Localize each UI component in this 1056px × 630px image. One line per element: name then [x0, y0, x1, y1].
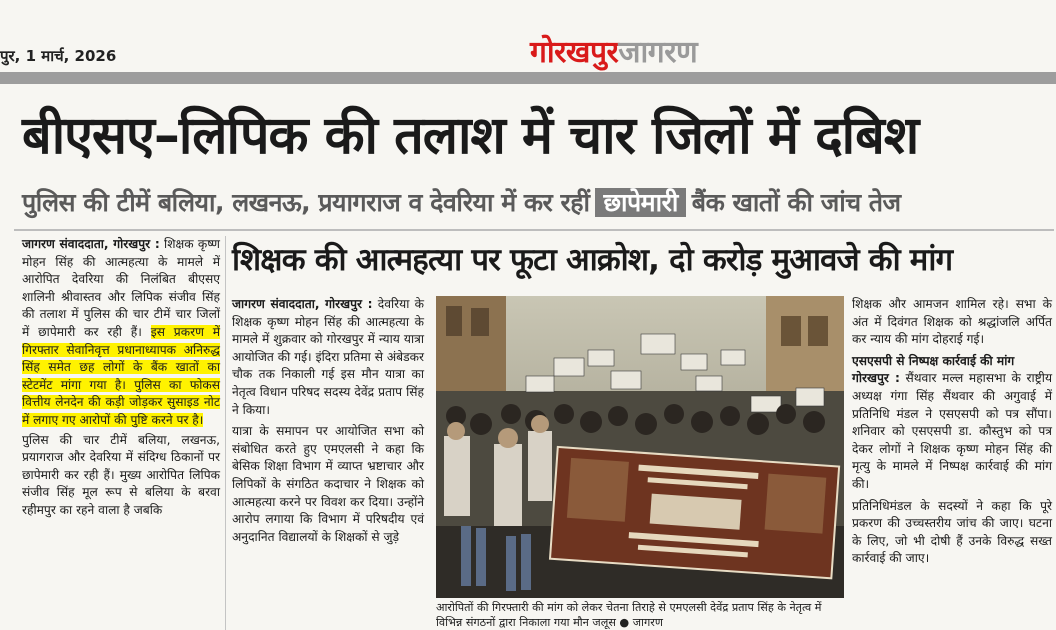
story2-paragraph-2: यात्रा के समापन पर आयोजित सभा को संबोधित करते हुए एमएलसी ने कहा कि बेसिक शिक्षा विभाग में व्याप्त भ्रष्टाचार और लिपिकों के संगठित कदाचार ने शिक्षक को आत्महत्या करने पर विवश कर दिया। उन्होंने आरोप लगाया कि विभाग में परिषदीय एवं अनुदानित विद्यालयों के शिक्षकों से जुड़े	[232, 424, 424, 544]
sub-headline	[22, 184, 901, 222]
story2-headline: शिक्षक की आत्महत्या पर फूटा आक्रोश, दो करोड़ मुआवजे की मांग	[232, 242, 953, 278]
story2-col3-paragraph-2	[852, 353, 1052, 494]
story2-paragraph-1	[232, 296, 424, 419]
story2-col3-paragraph-3: प्रतिनिधिमंडल के सदस्यों ने कहा कि पूरे प्रकरण की उच्चस्तरीय जांच की जाए। घटना के लिए, जो भी दोषी हैं उनके विरुद्ध सख्त कार्रवाई की जाए।	[852, 498, 1052, 566]
dateline: पुर, 1 मार्च, 2026	[0, 47, 117, 65]
story1-highlight: इस प्रकरण में गिरफ्तार सेवानिवृत्त प्रधानाध्यापक अनिरुद्ध सिंह समेत छह लोगों के बैंक खातों का स्टेटमेंट मांगा गया है। पुलिस का फोकस वित्तीय लेनदेन की कड़ी जोड़कर सुसाइड नोट में लगाए गए आरोपों की पुष्टि करने पर है।	[22, 324, 221, 427]
story2-byline: जागरण संवाददाता, गोरखपुर :	[232, 297, 373, 311]
story1-byline: जागरण संवाददाता, गोरखपुर :	[22, 237, 160, 251]
photo-caption: आरोपितों की गिरफ्तारी की मांग को लेकर चेतना तिराहे से एमएलसी देवेंद्र प्रताप सिंह के नेतृत्व में विभिन्न संगठनों द्वारा निकाला गया मौन जलूस ● जागरण	[436, 601, 822, 629]
story1-paragraph-2: पुलिस की चार टीमें बलिया, लखनऊ, प्रयागराज और देवरिया में संदिग्ध ठिकानों पर छापेमारी कर रही हैं। मुख्य आरोपित लिपिक संजीव सिंह मूल रूप से बलिया के बरवा रहीमपुर का रहने वाला है जबकि	[22, 432, 220, 517]
masthead-logo	[530, 30, 697, 71]
masthead-brand: जागरण	[618, 35, 698, 70]
story2-col3-subhead: एसएसपी से निष्पक्ष कार्रवाई की मांग	[852, 353, 1015, 368]
story2-p1-text: देवरिया के शिक्षक कृष्ण मोहन सिंह की आत्महत्या के मामले में शुक्रवार को गोरखपुर में न्याय यात्रा आयोजित की गई। इंदिरा प्रतिमा से अंबेडकर चौक तक निकाली गई इस मौन यात्रा का नेतृत्व विधान परिषद सदस्य देवेंद्र प्रताप सिंह ने किया।	[232, 297, 424, 417]
protest-march-photo	[436, 296, 844, 598]
masthead-city: गोरखपुर	[530, 35, 619, 70]
story2-column	[232, 296, 424, 550]
story2-col3-byline: गोरखपुर :	[852, 371, 900, 386]
story1-paragraph-1	[22, 236, 220, 430]
column-separator	[225, 236, 226, 630]
story1-p1-text: शिक्षक कृष्ण मोहन सिंह की आत्महत्या के मामले में आरोपित देवरिया की निलंबित बीएसए शालिनी श्रीवास्तव और लिपिक संजीव सिंह की तलाश में पुलिस की चार टीमें चार जिलों में छापेमारी कर रही हैं।	[22, 237, 220, 339]
sub-headline-before: पुलिस की टीमें बलिया, लखनऊ, प्रयागराज व देवरिया में कर रहीं	[22, 188, 590, 217]
top-rule	[0, 72, 1056, 84]
main-headline: बीएसए–लिपिक की तलाश में चार जिलों में दबिश	[22, 106, 919, 166]
section-rule	[14, 229, 1054, 231]
story2-column-right	[852, 296, 1052, 572]
news-photo	[436, 296, 844, 598]
story2-col3-paragraph-1: शिक्षक और आमजन शामिल रहे। सभा के अंत में दिवंगत शिक्षक को श्रद्धांजलि अर्पित कर न्याय की मांग दोहराई गई।	[852, 297, 1052, 347]
sub-headline-chip: छापेमारी	[595, 188, 685, 217]
story1-column	[22, 236, 220, 522]
story2-col3-p2-text: सैंथवार मल्ल महासभा के राष्ट्रीय अध्यक्ष गंगा सिंह सैंथवार की अगुवाई में प्रतिनिधि मंडल ने एसएसपी को पत्र सौंपा। शनिवार को एसएसपी डा. कौस्तुभ को पत्र देकर लोगों ने शिक्षक कृष्ण मोहन सिंह की मृत्यु के मामले में निष्पक्ष कार्रवाई की मांग की।	[852, 371, 1053, 491]
sub-headline-after: बैंक खातों की जांच तेज	[691, 188, 901, 217]
